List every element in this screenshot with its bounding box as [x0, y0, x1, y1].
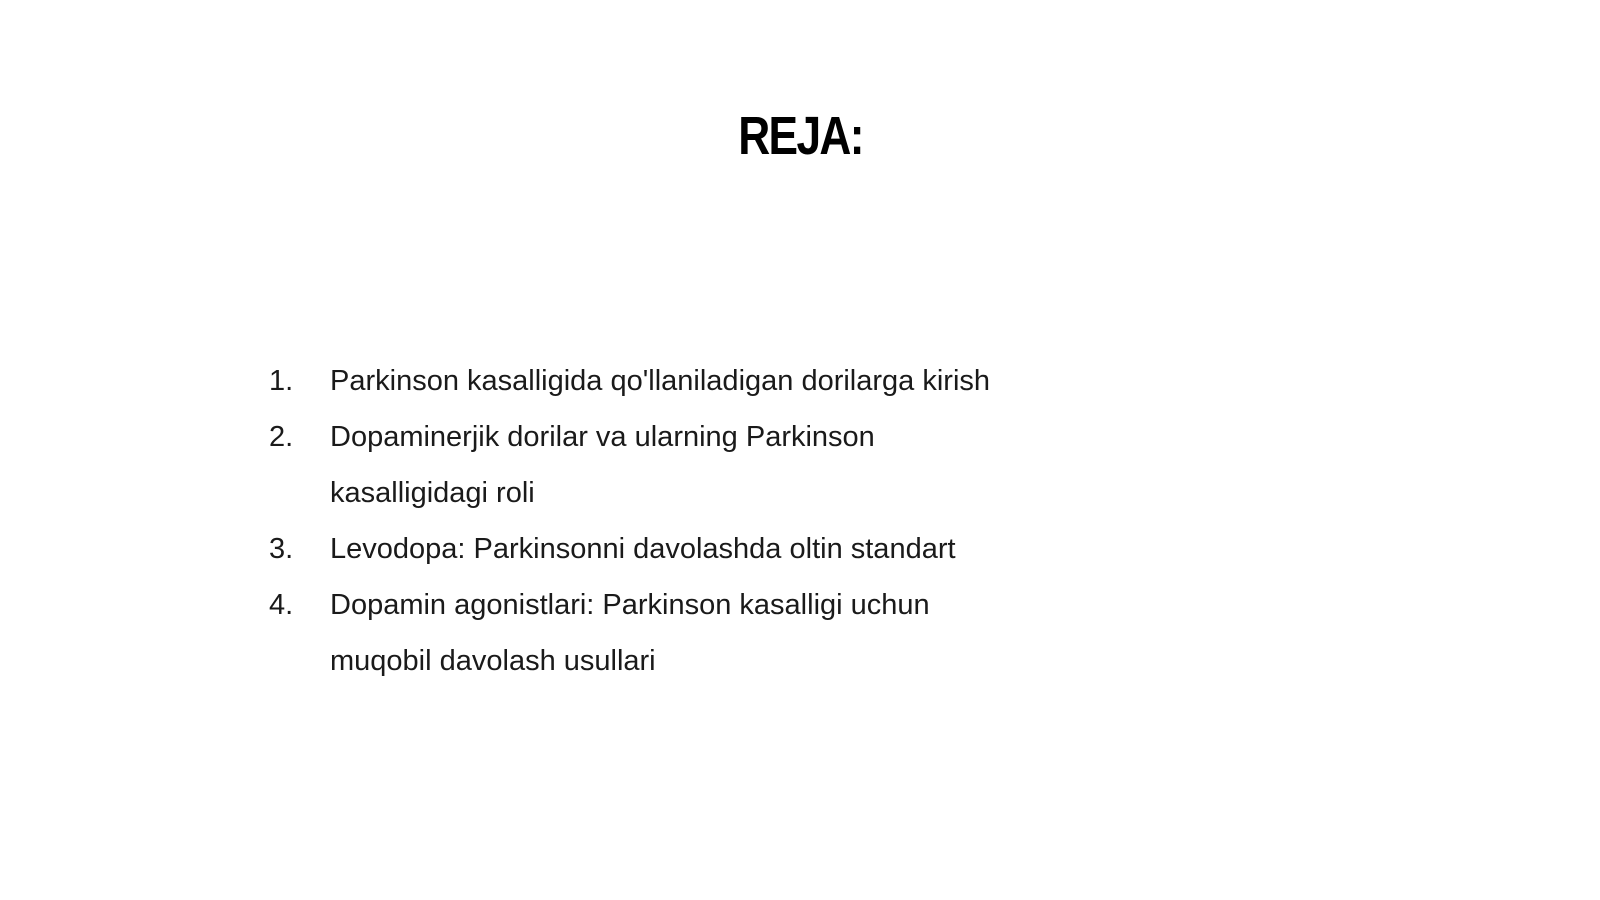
plan-list — [269, 353, 1029, 689]
list-item — [269, 521, 1029, 577]
list-item-number: 3. — [269, 533, 294, 565]
list-item-number: 2. — [269, 421, 294, 453]
slide-title: REJA: — [738, 106, 863, 166]
list-item-text: Parkinson kasalligida qo'llaniladigan dorilarga kirish — [330, 365, 991, 397]
list-item-text: Dopaminerjik dorilar va ularning Parkinson kasalligidagi roli — [330, 421, 875, 509]
list-item — [269, 353, 1029, 409]
list-item — [269, 409, 1029, 521]
list-item-text: Levodopa: Parkinsonni davolashda oltin standart — [330, 533, 956, 565]
list-item-number: 4. — [269, 589, 294, 621]
list-item — [269, 577, 1029, 689]
list-item-number: 1. — [269, 365, 294, 397]
list-item-text: Dopamin agonistlari: Parkinson kasalligi uchun muqobil davolash usullari — [330, 589, 930, 677]
